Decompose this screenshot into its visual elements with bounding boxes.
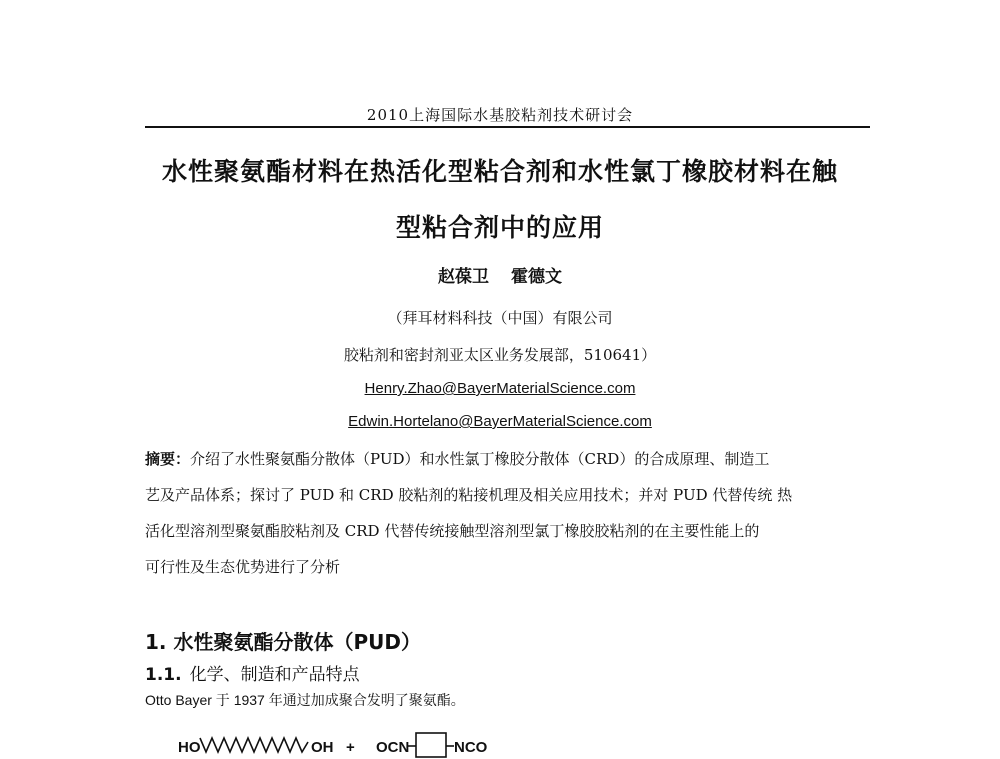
author-2: 霍德文	[511, 267, 562, 287]
header-rule	[145, 126, 870, 128]
formula-nco: NCO	[454, 739, 488, 756]
section-heading-1-1	[145, 660, 360, 685]
affiliation-line-1: （拜耳材料科技（中国）有限公司	[387, 309, 613, 327]
section-title-1-1: 化学、制造和产品特点	[189, 665, 360, 685]
abstract-line-4: 可行性及生态优势进行了分析	[145, 558, 341, 576]
email-link-1[interactable]: Henry.Zhao@BayerMaterialScience.com	[364, 380, 636, 397]
formula-plus: +	[346, 739, 355, 756]
section-number-1-1: 1.1.	[145, 665, 182, 685]
isocyanate-core-box	[416, 733, 446, 757]
abstract	[145, 441, 875, 585]
author-list	[0, 262, 1000, 287]
affiliation-line-2: 胶粘剂和密封剂亚太区业务发展部，510641）	[343, 346, 657, 364]
email-link-2[interactable]: Edwin.Hortelano@BayerMaterialScience.com	[348, 413, 652, 430]
abstract-label: 摘要：	[145, 450, 191, 468]
abstract-line-2: 艺及产品体系；探讨了 PUD 和 CRD 胶粘剂的粘接机理及相关应用技术；并对 PUD 代替传统 热	[145, 486, 793, 504]
conference-header: 2010上海国际水基胶粘剂技术研讨会	[366, 106, 634, 124]
formula-ocn: OCN	[376, 739, 410, 756]
reaction-formula	[178, 730, 538, 758]
body-paragraph: Otto Bayer 于 1937 年通过加成聚合发明了聚氨酯。	[145, 692, 465, 708]
paper-title-line-1: 水性聚氨酯材料在热活化型粘合剂和水性氯丁橡胶材料在触	[161, 157, 838, 186]
formula-ho: HO	[178, 739, 201, 756]
abstract-line-3: 活化型溶剂型聚氨酯胶粘剂及 CRD 代替传统接触型溶剂型氯丁橡胶胶粘剂的在主要性能上的	[145, 522, 760, 540]
formula-oh: OH	[311, 739, 334, 756]
abstract-line-1	[145, 441, 875, 477]
abstract-text-1: 介绍了水性聚氨酯分散体（PUD）和水性氯丁橡胶分散体（CRD）的合成原理、制造工	[190, 450, 770, 468]
polyol-chain	[200, 738, 308, 752]
author-1: 赵葆卫	[438, 267, 489, 287]
section-heading-1: 1. 水性聚氨酯分散体（PUD）	[145, 630, 421, 654]
paper-title-line-2: 型粘合剂中的应用	[395, 213, 604, 242]
